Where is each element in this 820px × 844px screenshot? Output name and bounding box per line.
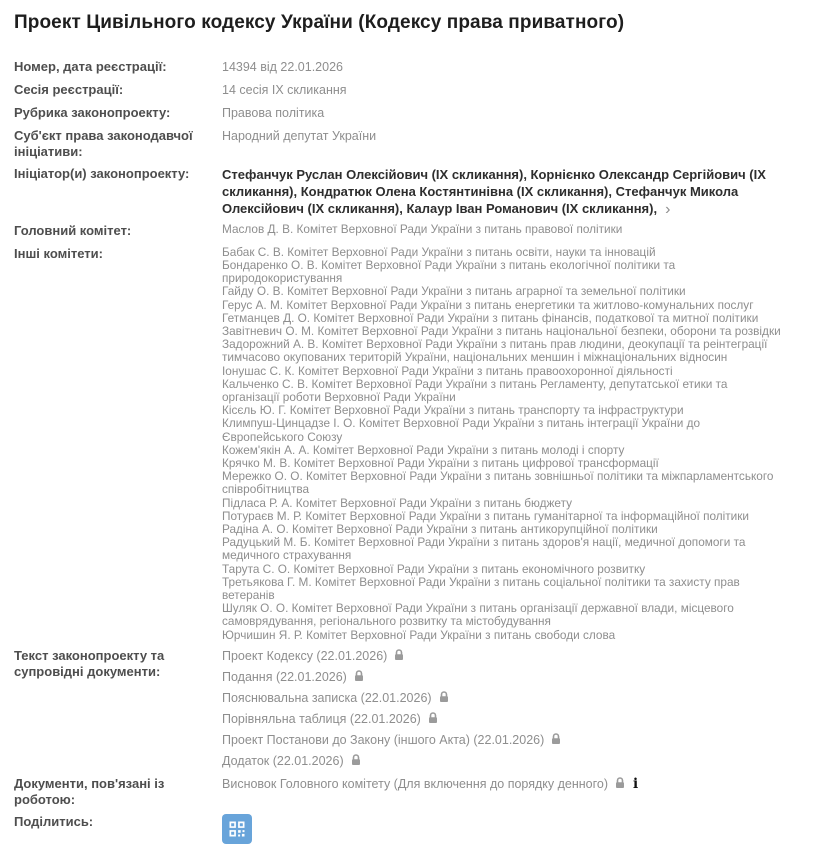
field-label: Сесія реєстрації:	[14, 81, 124, 97]
committee-item: Завітневич О. М. Комітет Верховної Ради України з питань національної безпеки, оборони та розвідки	[222, 323, 781, 338]
committee-item: Радіна А. О. Комітет Верховної Ради України з питань антикорупційної політики	[222, 521, 658, 536]
field-value: Народний депутат України	[222, 128, 377, 143]
document-link[interactable]	[222, 669, 804, 686]
committee-item: Кожем'якін А. А. Комітет Верховної Ради України з питань молоді і спорту	[222, 442, 625, 457]
document-link[interactable]	[222, 690, 804, 707]
committee-item: Підласа Р. А. Комітет Верховної Ради України з питань бюджету	[222, 495, 572, 510]
committee-item: Климпуш-Цинцадзе І. О. Комітет Верховної Ради України з питань інтеграції України до Європейського Союзу	[222, 416, 701, 444]
field-row-rubric	[14, 105, 804, 122]
committee-item: Задорожний А. В. Комітет Верховної Ради України з питань прав людини, деокупації та реінтеграції тимчасово окупованих територій України, національних меншин і міжнаціональних відносин	[222, 337, 768, 365]
field-label: Суб'єкт права законодавчої ініціативи:	[14, 127, 193, 160]
field-value: 14394 від 22.01.2026	[222, 59, 343, 74]
info-icon[interactable]: i	[633, 775, 639, 792]
field-row-session	[14, 82, 804, 99]
lock-icon	[614, 777, 626, 793]
field-label: Поділитись:	[14, 814, 94, 830]
document-link[interactable]	[222, 753, 804, 770]
main-committee-value: Маслов Д. В. Комітет Верховної Ради України з питань правової політики	[222, 222, 623, 237]
committee-item: Кісєль Ю. Г. Комітет Верховної Ради України з питань транспорту та інфраструктури	[222, 403, 684, 418]
initiators-names: Стефанчук Руслан Олексійович (ІХ скликання), Корнієнко Олександр Сергійович (ІХ скликання), Кондратюк Олена Костянтинівна (ІХ скликання), Стефанчук Микола Олексійович (ІХ скликання), Калаур Іван Романович (ІХ скликання),	[222, 167, 766, 217]
field-label: Номер, дата реєстрації:	[14, 58, 167, 74]
document-title: Проект Кодексу (22.01.2026)	[222, 648, 388, 663]
field-label: Ініціатор(и) законопроекту:	[14, 166, 190, 182]
committee-item: Бабак С. В. Комітет Верховної Ради України з питань освіти, науки та інновацій	[222, 244, 656, 259]
document-link[interactable]	[222, 648, 804, 665]
share-qr-button[interactable]	[222, 814, 252, 844]
document-link[interactable]	[222, 711, 804, 728]
field-label: Головний комітет:	[14, 223, 132, 239]
field-row-number	[14, 59, 804, 76]
committee-item: Юрчишин Я. Р. Комітет Верховної Ради України з питань свободи слова	[222, 627, 616, 642]
field-row-main-committee	[14, 223, 804, 239]
field-label: Документи, пов'язані із роботою:	[14, 775, 165, 808]
committee-item: Герус А. М. Комітет Верховної Ради України з питань енергетики та житлово-комунальних послуг	[222, 297, 754, 312]
document-title: Порівняльна таблиця (22.01.2026)	[222, 711, 421, 726]
chevron-right-icon[interactable]: ›	[665, 201, 671, 219]
page-title: Проект Цивільного кодексу України (Кодексу права приватного)	[14, 12, 625, 33]
lock-icon	[438, 691, 450, 707]
document-title: Висновок Головного комітету (Для включення до порядку денного)	[222, 776, 609, 791]
committee-item: Тарута С. О. Комітет Верховної Ради України з питань економічного розвитку	[222, 561, 646, 576]
document-title: Проект Постанови до Закону (іншого Акта) (22.01.2026)	[222, 732, 545, 747]
field-row-subject	[14, 128, 804, 161]
committee-item: Мережко О. О. Комітет Верховної Ради України з питань зовнішньої політики та міжпарламентського співробітництва	[222, 469, 774, 497]
field-label: Інші комітети:	[14, 245, 103, 261]
lock-icon	[350, 754, 362, 770]
field-row-share	[14, 814, 804, 844]
committees-list	[222, 246, 782, 642]
field-value: Правова політика	[222, 105, 325, 120]
qr-code-icon	[227, 819, 247, 839]
lock-icon	[353, 670, 365, 686]
document-title: Подання (22.01.2026)	[222, 669, 347, 684]
committee-item: Гайду О. В. Комітет Верховної Ради України з питань аграрної та земельної політики	[222, 284, 686, 299]
field-value: 14 сесія ІХ скликання	[222, 82, 347, 97]
field-label: Текст законопроекту та супровідні документи:	[14, 647, 165, 680]
lock-icon	[427, 712, 439, 728]
committee-item: Шуляк О. О. Комітет Верховної Ради України з питань організації державної влади, місцевого самоврядування, регіонального розвитку та містобудування	[222, 601, 734, 629]
committee-item: Кальченко С. В. Комітет Верховної Ради України з питань Регламенту, депутатської етики та організації роботи Верховної Ради України	[222, 376, 728, 404]
document-title: Додаток (22.01.2026)	[222, 753, 344, 768]
field-label: Рубрика законопроекту:	[14, 104, 171, 120]
committee-item: Радуцький М. Б. Комітет Верховної Ради України з питань здоров'я нації, медичної допомоги та медичного страхування	[222, 535, 746, 563]
lock-icon	[393, 649, 405, 665]
committee-item: Третьякова Г. М. Комітет Верховної Ради України з питань соціальної політики та захисту прав ветеранів	[222, 574, 740, 602]
field-row-documents	[14, 648, 804, 770]
related-document-link[interactable]	[222, 776, 804, 793]
related-documents-list	[222, 776, 804, 793]
committee-item: Іонушас С. К. Комітет Верховної Ради України з питань правоохоронної діяльності	[222, 363, 673, 378]
committee-item: Бондаренко О. В. Комітет Верховної Ради України з питань екологічної політики та природокористування	[222, 257, 676, 286]
lock-icon	[550, 733, 562, 749]
committee-item: Потураєв М. Р. Комітет Верховної Ради України з питань гуманітарної та інформаційної політики	[222, 508, 750, 523]
field-row-related-documents	[14, 776, 804, 809]
document-title: Пояснювальна записка (22.01.2026)	[222, 690, 432, 705]
field-row-initiators	[14, 166, 804, 217]
committee-item: Крячко М. В. Комітет Верховної Ради України з питань цифрової трансформації	[222, 455, 659, 470]
document-link[interactable]	[222, 732, 804, 749]
documents-list	[222, 648, 804, 770]
share-value	[222, 814, 804, 844]
committee-item: Гетманцев Д. О. Комітет Верховної Ради України з питань фінансів, податкової та митної політики	[222, 310, 759, 325]
initiators-value	[222, 166, 797, 217]
field-row-other-committees	[14, 246, 804, 642]
